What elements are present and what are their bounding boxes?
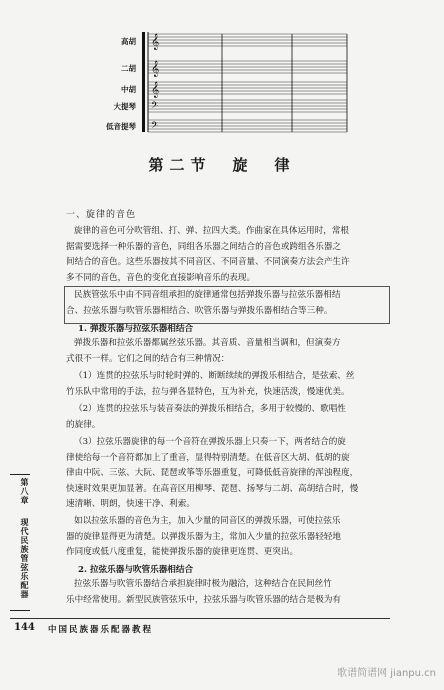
svg-text:𝄞: 𝄞	[151, 82, 160, 98]
subsection-heading: 2. 拉弦乐器与吹管乐器相结合	[78, 565, 194, 575]
sidebar-rule	[10, 474, 30, 475]
text-line: 作同度或低八度重复，能使弹拨乐器的旋律更连贯、更突出。	[66, 547, 299, 558]
text-line: 速清晰、明朗，快速干净、利索。	[66, 499, 195, 510]
text-line: 如以拉弦乐器的音色为主，加入少量的同音区的弹拨乐器，可使拉弦乐	[74, 516, 341, 526]
instrument-label: 大提琴	[113, 102, 136, 111]
page-number: 144	[14, 622, 35, 633]
text-line: 拉弦乐器与吹管乐器结合承担旋律时极为融洽，这种结合在民间丝竹	[74, 579, 332, 589]
instrument-label: 低音提琴	[106, 122, 136, 131]
chapter-sidebar	[10, 478, 30, 505]
paragraph	[66, 336, 386, 367]
text-line: （3）拉弦乐器旋律的每一个音符在弹拨乐器上只奏一下，两者结合的旋	[74, 437, 346, 447]
paragraph	[66, 288, 386, 319]
chapter-label: 第八章	[20, 478, 30, 505]
svg-text:𝄢: 𝄢	[151, 100, 159, 113]
svg-text:𝄢: 𝄢	[151, 120, 159, 133]
score-excerpt	[96, 28, 356, 138]
sidebar-rule	[10, 610, 30, 611]
text-line: 律使给每一个音符都加上了重音，显得特别清楚。在低音区大胡、低胡的旋	[66, 452, 350, 463]
text-line: 律由中阮、三弦、大阮、琵琶或筝等乐器重复，可降低低音旋律的浑浊程度，	[66, 468, 359, 479]
paragraph	[66, 435, 386, 513]
text-line: 乐中经常使用。新型民族管弦乐中，拉弦乐器与吹管乐器的结合是极为有	[66, 594, 342, 605]
text-line: 间结合的音色。这些乐器按其不同音区、不同音量、不同演奏方法会产生许	[66, 257, 350, 268]
text-line: 旋律的音色可分吹管组、打、弹、拉四大类。作曲家在具体运用时，常根	[74, 226, 350, 236]
watermark: 歌谱简谱网 jianpu.cn	[337, 668, 436, 679]
paragraph	[66, 577, 386, 608]
book-sidebar	[10, 518, 30, 599]
svg-text:𝄞: 𝄞	[151, 34, 160, 50]
text-line: 式很不一样。它们之间的结合有三种情况：	[66, 353, 230, 364]
paragraph	[66, 514, 386, 561]
book-title: 中国民族器乐配器教程	[48, 625, 154, 635]
subsection-heading: 1. 弹拨乐器与拉弦乐器相结合	[78, 324, 194, 334]
instrument-label: 中胡	[121, 85, 136, 94]
instrument-label: 二胡	[121, 64, 136, 73]
svg-text:𝄞: 𝄞	[151, 61, 160, 77]
footer-rule	[10, 618, 390, 619]
text-line: 弹拨乐器和拉弦乐器都属丝弦乐器。其音质、音量相当调和，但演奏方	[74, 338, 341, 348]
paragraph	[66, 369, 386, 400]
text-line: 器的旋律显得更为清楚。以弹拨乐器为主，常加入少量的拉弦乐器轻轻地	[66, 531, 342, 542]
text-line: （1）连贯的拉弦乐与时轮时弹的、断断续续的弹拨乐相结合，是弦索、丝	[74, 371, 355, 381]
staff-lines	[142, 28, 352, 138]
text-line: 的旋律。	[66, 419, 101, 430]
text-line: 快速时效果更加显著。在高音区用柳琴、琵琶、扬琴与二胡、高胡结合时，慢	[66, 483, 359, 494]
text-line: 竹乐队中常用的手法，拉与弹各显特色，互为补充，快速活泼，慢速优美。	[66, 386, 350, 397]
text-line: （2）连贯的拉弦乐与装音奏法的弹拨乐相结合，多用于较慢的、歌唱性	[74, 404, 346, 414]
text-line: 合、拉弦乐器与吹管乐器相结合、吹管乐器与弹拨乐器相结合等三种。	[66, 305, 333, 316]
section-title: 第二节 旋 律	[148, 156, 296, 174]
text-line: 多不同的音色，音色的变化直接影响音乐的表现。	[66, 272, 256, 283]
subheading: 一、旋律的音色	[66, 210, 137, 220]
book-label: 现代民族管弦乐配器	[20, 518, 30, 599]
paragraph	[66, 402, 386, 433]
paragraph	[66, 224, 386, 286]
text-line: 据需要选择一种乐器的音色，同组各乐器之间结合的音色或跨组各乐器之	[66, 241, 342, 252]
text-line: 民族管弦乐中由不同音组承担的旋律通常包括弹拨乐器与拉弦乐器相结	[74, 290, 341, 300]
instrument-label: 高胡	[121, 37, 136, 46]
